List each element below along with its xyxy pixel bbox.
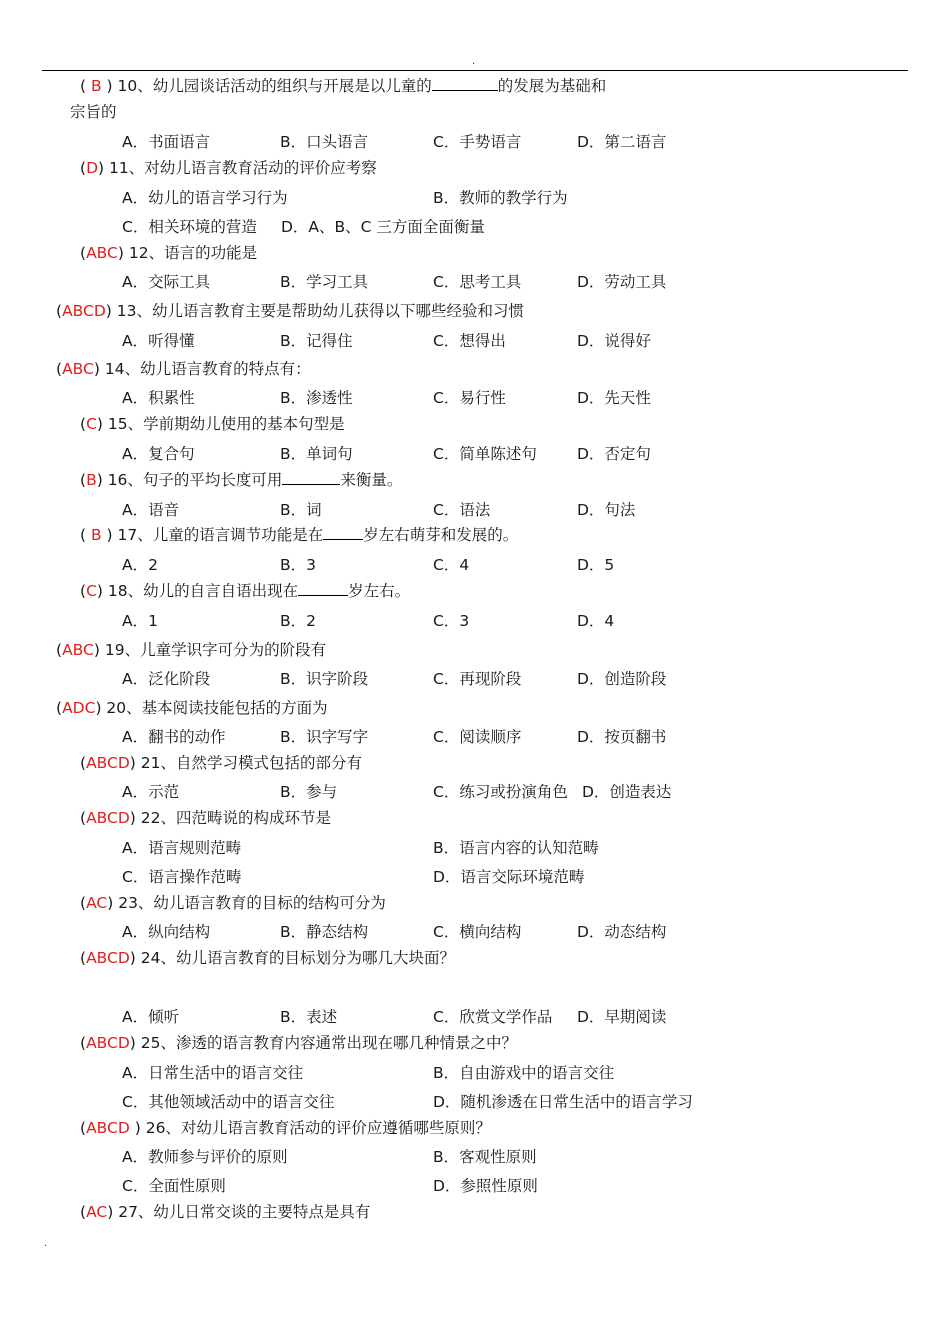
- option-d: D．创造表达: [582, 783, 672, 801]
- option-d: D．说得好: [577, 332, 651, 350]
- option-c: C．欣赏文学作品: [433, 1008, 553, 1026]
- question-text: 10、幼儿园谈话活动的组织与开展是以儿童的: [117, 77, 432, 95]
- option-d: D．语言交际环境范畴: [433, 868, 585, 886]
- answer-mark: ABC: [62, 641, 94, 659]
- question-23: (AC) 23、幼儿语言教育的目标的结构可分为: [80, 894, 386, 912]
- question-11: (D) 11、对幼儿语言教育活动的评价应考察: [80, 159, 377, 177]
- option-a: A．倾听: [122, 1008, 180, 1026]
- option-b: B．识字阶段: [280, 670, 369, 688]
- option-d: D．否定句: [577, 445, 651, 463]
- question-text: 26、对幼儿语言教育活动的评价应遵循哪些原则？: [145, 1119, 491, 1137]
- answer-mark: ABCD: [86, 754, 130, 772]
- option-c: C．思考工具: [433, 273, 522, 291]
- option-c: C．阅读顺序: [433, 728, 522, 746]
- question-16: (B) 16、句子的平均长度可用 来衡量。: [80, 471, 403, 489]
- question-26: (ABCD ) 26、对幼儿语言教育活动的评价应遵循哪些原则？: [80, 1119, 491, 1137]
- option-a: A．听得懂: [122, 332, 195, 350]
- option-c: C．练习或扮演角色: [433, 783, 568, 801]
- answer-mark: ABCD: [62, 302, 106, 320]
- question-10-continuation: 宗旨的: [70, 103, 117, 121]
- option-a: A．语音: [122, 501, 180, 519]
- option-c: C．再现阶段: [433, 670, 522, 688]
- option-d: D．5: [577, 556, 615, 574]
- option-c: C．易行性: [433, 389, 506, 407]
- option-c: C．其他领域活动中的语言交往: [122, 1093, 335, 1111]
- question-text: 11、对幼儿语言教育活动的评价应考察: [108, 159, 377, 177]
- option-d: D．先天性: [577, 389, 651, 407]
- option-a: A．日常生活中的语言交往: [122, 1064, 304, 1082]
- option-b: B．静态结构: [280, 923, 369, 941]
- option-b: B．识字写字: [280, 728, 369, 746]
- option-a: A．泛化阶段: [122, 670, 211, 688]
- question-10: ( B ) 10、幼儿园谈话活动的组织与开展是以儿童的 的发展为基础和: [80, 77, 607, 95]
- option-d: D．创造阶段: [577, 670, 667, 688]
- option-a: A．教师参与评价的原则: [122, 1148, 288, 1166]
- option-d: D．劳动工具: [577, 273, 667, 291]
- option-a: A．积累性: [122, 389, 195, 407]
- answer-mark: ABCD: [86, 1034, 130, 1052]
- option-c: C．3: [433, 612, 470, 630]
- option-b: B．语言内容的认知范畴: [433, 839, 599, 857]
- option-b: B．记得住: [280, 332, 353, 350]
- footer-mark: .: [44, 1238, 48, 1249]
- question-text: 16、句子的平均长度可用: [107, 471, 283, 489]
- question-27: (AC) 27、幼儿日常交谈的主要特点是具有: [80, 1203, 371, 1221]
- option-b: B．自由游戏中的语言交往: [433, 1064, 615, 1082]
- answer-mark: ABC: [86, 244, 118, 262]
- answer-mark: ADC: [62, 699, 96, 717]
- option-d: D．参照性原则: [433, 1177, 538, 1195]
- question-text: 21、自然学习模式包括的部分有: [140, 754, 363, 772]
- question-21: (ABCD) 21、自然学习模式包括的部分有: [80, 754, 363, 772]
- option-c: C．简单陈述句: [433, 445, 537, 463]
- option-a: A．2: [122, 556, 158, 574]
- answer-mark: ABCD: [86, 1119, 130, 1137]
- option-d: D．第二语言: [577, 133, 667, 151]
- option-d: D．早期阅读: [577, 1008, 667, 1026]
- option-a: A．幼儿的语言学习行为: [122, 189, 288, 207]
- option-c: C．想得出: [433, 332, 506, 350]
- answer-mark: D: [86, 159, 98, 177]
- option-b: B．3: [280, 556, 316, 574]
- answer-blank: [432, 76, 498, 91]
- option-a: A．书面语言: [122, 133, 211, 151]
- answer-mark: AC: [86, 894, 108, 912]
- option-d: D．4: [577, 612, 615, 630]
- answer-mark: B: [90, 77, 102, 95]
- question-18: (C) 18、幼儿的自言自语出现在 岁左右。: [80, 582, 411, 600]
- answer-mark: AC: [86, 1203, 108, 1221]
- option-c: C．全面性原则: [122, 1177, 226, 1195]
- option-d: D．按页翻书: [577, 728, 667, 746]
- question-25: (ABCD) 25、渗透的语言教育内容通常出现在哪几种情景之中？: [80, 1034, 518, 1052]
- question-text: 22、四范畴说的构成环节是: [140, 809, 332, 827]
- question-text: 20、基本阅读技能包括的方面为: [106, 699, 328, 717]
- option-b: B．单词句: [280, 445, 353, 463]
- option-c: C．语言操作范畴: [122, 868, 242, 886]
- option-a: A．纵向结构: [122, 923, 211, 941]
- question-text: 25、渗透的语言教育内容通常出现在哪几种情景之中？: [140, 1034, 518, 1052]
- answer-mark: ABC: [62, 360, 94, 378]
- question-text: 27、幼儿日常交谈的主要特点是具有: [118, 1203, 371, 1221]
- answer-blank: [282, 470, 340, 485]
- question-14: (ABC) 14、幼儿语言教育的特点有：: [56, 360, 311, 378]
- option-b: B．2: [280, 612, 316, 630]
- option-a: A．交际工具: [122, 273, 211, 291]
- option-b: B．口头语言: [280, 133, 369, 151]
- option-d: D．随机渗透在日常生活中的语言学习: [433, 1093, 693, 1111]
- answer-mark: ABCD: [86, 949, 130, 967]
- answer-mark: C: [86, 415, 97, 433]
- answer-blank: [323, 525, 363, 540]
- option-b: B．参与: [280, 783, 338, 801]
- question-19: (ABC) 19、儿童学识字可分为的阶段有: [56, 641, 327, 659]
- question-text: 17、儿童的语言调节功能是在: [117, 526, 324, 544]
- option-b: B．渗透性: [280, 389, 353, 407]
- option-c: C．手势语言: [433, 133, 522, 151]
- option-b: B．表述: [280, 1008, 338, 1026]
- option-a: A．1: [122, 612, 158, 630]
- answer-mark: C: [86, 582, 97, 600]
- answer-mark: B: [90, 526, 102, 544]
- answer-blank: [298, 581, 348, 596]
- answer-mark: ABCD: [86, 809, 130, 827]
- option-b: B．学习工具: [280, 273, 369, 291]
- header-mark: .: [472, 56, 476, 67]
- question-text: 15、学前期幼儿使用的基本句型是: [107, 415, 345, 433]
- option-a: A．翻书的动作: [122, 728, 226, 746]
- question-15: (C) 15、学前期幼儿使用的基本句型是: [80, 415, 345, 433]
- option-c: C．相关环境的营造: [122, 218, 257, 236]
- question-text: 19、儿童学识字可分为的阶段有: [104, 641, 327, 659]
- option-c: C．语法: [433, 501, 491, 519]
- question-24: (ABCD) 24、幼儿语言教育的目标划分为哪几大块面？: [80, 949, 456, 967]
- option-a: A．语言规则范畴: [122, 839, 242, 857]
- question-22: (ABCD) 22、四范畴说的构成环节是: [80, 809, 332, 827]
- option-b: B．客观性原则: [433, 1148, 537, 1166]
- option-d: D．A、B、C 三方面全面衡量: [281, 218, 485, 236]
- answer-mark: B: [86, 471, 97, 489]
- option-c: C．横向结构: [433, 923, 522, 941]
- question-text: 24、幼儿语言教育的目标划分为哪几大块面？: [140, 949, 456, 967]
- question-12: (ABC) 12、语言的功能是: [80, 244, 258, 262]
- question-13: (ABCD) 13、幼儿语言教育主要是帮助幼儿获得以下哪些经验和习惯: [56, 302, 525, 320]
- option-a: A．示范: [122, 783, 180, 801]
- question-text: 14、幼儿语言教育的特点有：: [104, 360, 311, 378]
- option-d: D．动态结构: [577, 923, 667, 941]
- question-17: ( B ) 17、儿童的语言调节功能是在 岁左右萌芽和发展的。: [80, 526, 519, 544]
- question-text: 23、幼儿语言教育的目标的结构可分为: [118, 894, 386, 912]
- question-text: 12、语言的功能是: [128, 244, 258, 262]
- question-20: (ADC) 20、基本阅读技能包括的方面为: [56, 699, 328, 717]
- option-c: C．4: [433, 556, 470, 574]
- header-rule: [42, 70, 908, 71]
- option-b: B．教师的教学行为: [433, 189, 568, 207]
- option-d: D．句法: [577, 501, 636, 519]
- option-a: A．复合句: [122, 445, 195, 463]
- question-text: 13、幼儿语言教育主要是帮助幼儿获得以下哪些经验和习惯: [116, 302, 525, 320]
- option-b: B．词: [280, 501, 322, 519]
- question-text: 18、幼儿的自言自语出现在: [107, 582, 299, 600]
